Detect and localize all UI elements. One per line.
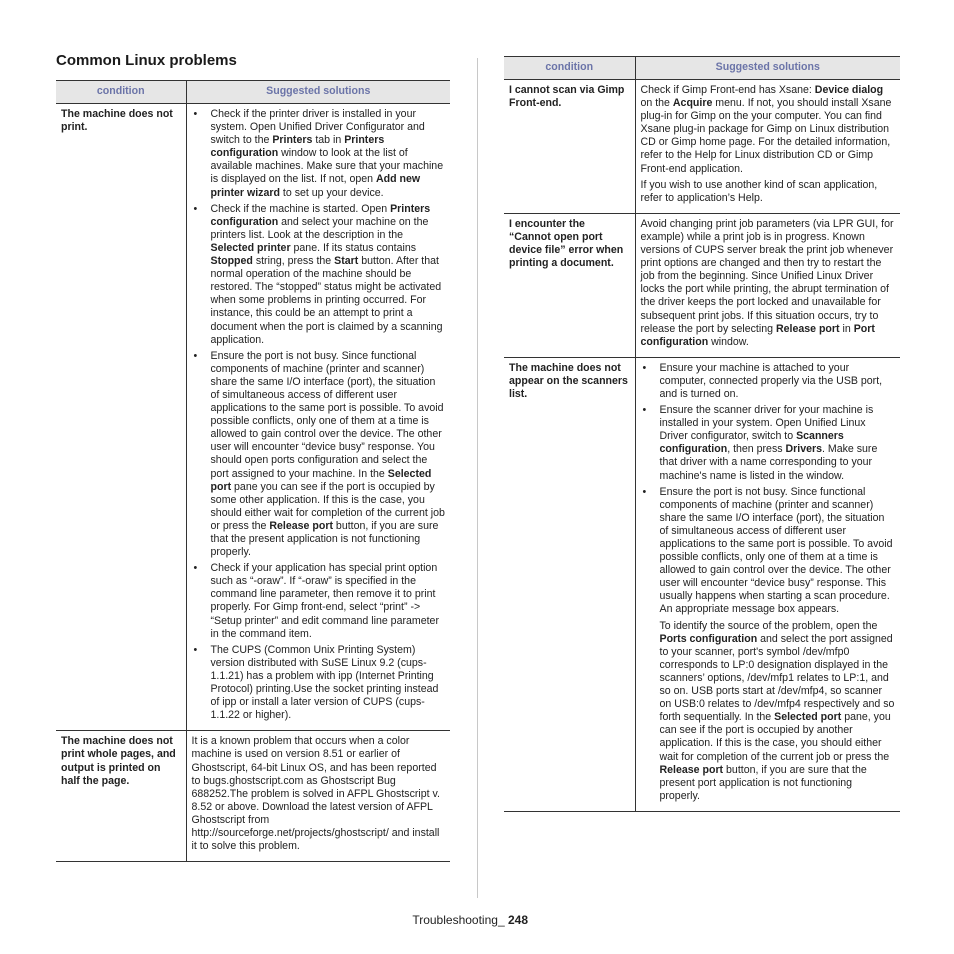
page-number: 248 xyxy=(507,913,528,927)
solution-bullet: • Ensure the port is not busy. Since functional components of machine (printer and scanner) share the same I/O interface (port), the situation of simultaneous access of different user applications to the same port is possible. To avoid possible conflicts, only one of them at a time is allowed to gain control over the device. The other user will encounter “device busy” response. You should open ports configuration and select the port assigned to your machine. In the Selected port pane you can see if the port is occupied by some other application. If this is the case, you should either wait for completion of the current job or press the Release port button, if you are sure that the present application is not functioning properly. xyxy=(211,350,446,560)
solution-bullet: • Ensure the scanner driver for your machine is installed in your system. Open Unified Linux Driver configurator, switch to Scanners configuration, then press Drivers. Make sure that driver with a name corresponding to your machine's name is listed in the window. xyxy=(660,404,896,483)
solution-bullet-list xyxy=(641,362,896,803)
linux-problems-table-right xyxy=(504,56,900,812)
condition-cell: The machine does not print whole pages, and output is printed on half the page. xyxy=(56,731,186,862)
column-divider xyxy=(477,58,478,898)
linux-problems-table-left xyxy=(56,80,450,862)
table-row xyxy=(56,104,450,731)
table-row xyxy=(56,731,450,862)
condition-cell: I encounter the “Cannot open port device file” error when printing a document. xyxy=(504,213,635,357)
solution-bullet xyxy=(660,486,896,803)
table-row xyxy=(504,80,900,214)
solution-paragraph: It is a known problem that occurs when a color machine is used on version 8.51 or earlier of Ghostscript, 64-bit Linux OS, and has been reported to bugs.ghostscript.com as Ghostscript Bug 688252.The problem is solved in AFPL Ghostscript v. 8.52 or above. Download the latest version of AFPL Ghostscript from http://sourceforge.net/projects/ghostscript/ and install it to solve this problem. xyxy=(191,735,440,853)
solution-bullet-continuation: To identify the source of the problem, open the Ports configuration and select the port assigned to your scanner, port's symbol /dev/mfp0 corresponds to LP:0 designation displayed in the scanners’ options, /dev/mfp1 relates to LP:1, and so on. USB ports start at /dev/mfp4, so scanner on USB:0 relates to /dev/mfp4 respectively and so forth sequentially. In the Selected port pane, you can see if the port is occupied by another application. If this is the case, you should either wait for completion of the current job or press the Release port button, if you are sure that the present port application is not functioning properly. xyxy=(659,619,895,802)
solution-bullet-text: • Ensure the port is not busy. Since functional components of machine (printer and scanner) share the same I/O interface (port), the situation of simultaneous access of different user applications to the same port is possible. To avoid possible conflicts, only one of them at a time is allowed to gain control over the device. The other user will encounter “device busy” response. This usually happens when starting a scan procedure. An appropriate message box appears. xyxy=(659,485,893,616)
section-title: Common Linux problems xyxy=(56,52,237,69)
table-row xyxy=(504,357,900,811)
solution-cell xyxy=(635,357,900,811)
solution-cell xyxy=(635,80,900,214)
solution-paragraph: If you wish to use another kind of scan application, refer to application’s Help. xyxy=(640,178,878,204)
condition-column-header: condition xyxy=(56,81,186,104)
solution-bullet: • Check if your application has special print option such as “-oraw”. If “-oraw” is specified in the command line parameter, then remove it to print properly. For Gimp front-end, select “print” -> “Setup printer” and edit command line parameter in the command item. xyxy=(211,562,446,641)
condition-cell: I cannot scan via Gimp Front-end. xyxy=(504,80,635,214)
solution-bullet: • Ensure your machine is attached to your computer, connected properly via the USB port, and is turned on. xyxy=(660,362,896,401)
solution-bullet-list xyxy=(192,108,446,722)
table-row xyxy=(504,213,900,357)
solution-paragraph: Avoid changing print job parameters (via LPR GUI, for example) while a print job is in progress. Known versions of CUPS server break the print job whenever print options are changed and then try to restart the job from the beginning. Since Unified Linux Driver locks the port while printing, the abrupt termination of the driver keeps the port locked and unavailable for subsequent print jobs. If this situation occurs, try to release the port by selecting Release port in Port configuration window. xyxy=(640,217,894,348)
solution-cell xyxy=(186,104,450,731)
condition-cell: The machine does not appear on the scanners list. xyxy=(504,357,635,811)
footer-label: Troubleshooting_ xyxy=(412,913,505,927)
solution-bullet: • Check if the machine is started. Open Printers configuration and select your machine on the printers list. Look at the description in the Selected printer pane. If its status contains Stopped string, press the Start button. After that normal operation of the machine should be restored. The “stopped” status might be activated when some problems in printing occurred. For instance, this could be an attempt to print a document when the port is claimed by a scanning application. xyxy=(211,203,446,347)
solution-cell xyxy=(635,213,900,357)
solutions-column-header: Suggested solutions xyxy=(186,81,450,104)
solution-bullet: • The CUPS (Common Unix Printing System) version distributed with SuSE Linux 9.2 (cups-1.1.21) has a problem with ipp (Internet Printing Protocol) printing.Use the socket printing instead of ipp or install a later version of CUPS (cups-1.1.22 or higher). xyxy=(211,644,446,723)
solution-cell xyxy=(186,731,450,862)
condition-column-header: condition xyxy=(504,57,635,80)
table-header-row xyxy=(504,57,900,80)
condition-cell: The machine does not print. xyxy=(56,104,186,731)
page-footer xyxy=(412,913,528,927)
solution-paragraph: Check if Gimp Front-end has Xsane: Device dialog on the Acquire menu. If not, you should install Xsane plug-in for Gimp on the your computer. You can find Xsane plug-in package for Gimp on Linux distribution CD or Gimp home page. For the detailed information, refer to the Help for Linux distribution CD or Gimp Front-end application. xyxy=(640,84,892,175)
solution-bullet: • Check if the printer driver is installed in your system. Open Unified Driver Configurator and switch to the Printers tab in Printers configuration window to look at the list of available machines. Make sure that your machine is displayed on the list. If not, open Add new printer wizard to set up your device. xyxy=(211,108,446,200)
table-header-row xyxy=(56,81,450,104)
solutions-column-header: Suggested solutions xyxy=(635,57,900,80)
